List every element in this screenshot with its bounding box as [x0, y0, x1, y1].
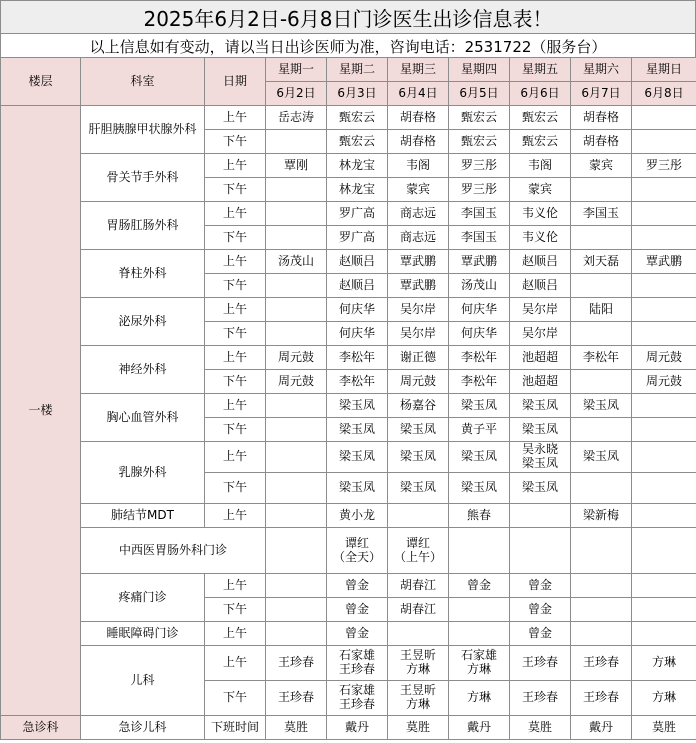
doctor-cell: 戴丹: [327, 716, 388, 740]
doctor-cell: 梁新梅: [571, 504, 632, 528]
doctor-cell: 李国玉: [449, 202, 510, 226]
doctor-cell: [571, 178, 632, 202]
doctor-cell: 周元鼓: [632, 370, 696, 394]
doctor-cell: [571, 473, 632, 504]
header-day: 星期二: [327, 58, 388, 82]
period-cell: 下午: [205, 418, 266, 442]
department-name: 中西医胃肠外科门诊: [81, 528, 266, 574]
header-day: 星期一: [266, 58, 327, 82]
doctor-cell: [266, 574, 327, 598]
doctor-cell: [632, 322, 696, 346]
doctor-cell: [510, 504, 571, 528]
doctor-cell: [632, 622, 696, 646]
doctor-cell: [571, 622, 632, 646]
doctor-cell: 周元鼓: [388, 370, 449, 394]
doctor-cell: [571, 574, 632, 598]
doctor-cell: 池超超: [510, 346, 571, 370]
er-floor-label: 急诊科: [1, 716, 81, 740]
doctor-cell: 吴尔岸: [510, 298, 571, 322]
doctor-cell: 陆阳: [571, 298, 632, 322]
doctor-cell: 梁玉凤: [571, 442, 632, 473]
doctor-cell: 赵顺吕: [510, 250, 571, 274]
doctor-cell: 梁玉凤: [449, 473, 510, 504]
doctor-cell: 何庆华: [449, 298, 510, 322]
doctor-cell: 蒙宾: [571, 154, 632, 178]
doctor-cell: 韦义伦: [510, 226, 571, 250]
doctor-cell: [571, 226, 632, 250]
doctor-cell: 周元鼓: [266, 346, 327, 370]
period-cell: 下午: [205, 322, 266, 346]
header-date-cell: 6月2日: [266, 82, 327, 106]
doctor-cell: [632, 598, 696, 622]
doctor-cell: [571, 274, 632, 298]
period-cell: 下班时间: [205, 716, 266, 740]
header-day: 星期四: [449, 58, 510, 82]
doctor-cell: 汤茂山: [449, 274, 510, 298]
doctor-cell: 熊春: [449, 504, 510, 528]
doctor-cell: 胡春格: [571, 130, 632, 154]
doctor-cell: 梁玉凤: [510, 418, 571, 442]
doctor-cell: [266, 298, 327, 322]
doctor-cell: 胡春江: [388, 598, 449, 622]
doctor-cell: 罗三彤: [449, 178, 510, 202]
doctor-cell: 王昱昕 方琳: [388, 681, 449, 716]
header-date: 日期: [205, 58, 266, 106]
floor-label: 一楼: [1, 106, 81, 716]
period-cell: 上午: [205, 154, 266, 178]
doctor-cell: 商志远: [388, 226, 449, 250]
period-cell: 下午: [205, 681, 266, 716]
period-cell: 上午: [205, 646, 266, 681]
doctor-cell: [266, 622, 327, 646]
doctor-cell: 莫胜: [510, 716, 571, 740]
doctor-cell: [449, 528, 510, 574]
header-department: 科室: [81, 58, 205, 106]
doctor-cell: 刘天磊: [571, 250, 632, 274]
period-cell: 下午: [205, 598, 266, 622]
doctor-cell: [571, 370, 632, 394]
doctor-cell: 蒙宾: [510, 178, 571, 202]
doctor-cell: 甄宏云: [510, 106, 571, 130]
period-cell: 下午: [205, 130, 266, 154]
doctor-cell: 覃武鹏: [388, 250, 449, 274]
department-name: 泌尿外科: [81, 298, 205, 346]
doctor-cell: 李松年: [327, 346, 388, 370]
period-cell: 下午: [205, 226, 266, 250]
doctor-cell: 石家雄 王珍春: [327, 681, 388, 716]
doctor-cell: 李松年: [327, 370, 388, 394]
doctor-cell: 梁玉凤: [388, 418, 449, 442]
doctor-cell: 梁玉凤: [327, 418, 388, 442]
doctor-cell: 赵顺吕: [327, 250, 388, 274]
doctor-cell: [632, 473, 696, 504]
doctor-cell: [510, 528, 571, 574]
doctor-cell: 梁玉凤: [327, 442, 388, 473]
doctor-cell: 曾金: [510, 622, 571, 646]
doctor-cell: 韦阁: [388, 154, 449, 178]
doctor-cell: 甄宏云: [449, 130, 510, 154]
department-name: 胃肠肛肠外科: [81, 202, 205, 250]
doctor-cell: 吴永晓 梁玉凤: [510, 442, 571, 473]
doctor-cell: [632, 442, 696, 473]
doctor-cell: 梁玉凤: [449, 394, 510, 418]
header-day: 星期六: [571, 58, 632, 82]
doctor-cell: 李国玉: [449, 226, 510, 250]
doctor-cell: 周元鼓: [266, 370, 327, 394]
period-cell: 上午: [205, 106, 266, 130]
period-cell: 上午: [205, 202, 266, 226]
doctor-cell: 戴丹: [571, 716, 632, 740]
doctor-cell: 李松年: [449, 370, 510, 394]
doctor-cell: 胡春格: [388, 130, 449, 154]
period-cell: 上午: [205, 298, 266, 322]
doctor-cell: [632, 178, 696, 202]
doctor-cell: 梁玉凤: [327, 473, 388, 504]
department-name: 神经外科: [81, 346, 205, 394]
doctor-cell: 胡春格: [571, 106, 632, 130]
period-cell: 上午: [205, 504, 266, 528]
period-cell: 上午: [205, 574, 266, 598]
doctor-cell: 吴尔岸: [510, 322, 571, 346]
doctor-cell: 曾金: [327, 598, 388, 622]
doctor-cell: 谢正德: [388, 346, 449, 370]
doctor-cell: 覃刚: [266, 154, 327, 178]
doctor-cell: 黄小龙: [327, 504, 388, 528]
doctor-cell: 王珍春: [571, 681, 632, 716]
department-name: 骨关节手外科: [81, 154, 205, 202]
doctor-cell: 吴尔岸: [388, 322, 449, 346]
doctor-cell: [266, 598, 327, 622]
doctor-cell: [388, 622, 449, 646]
doctor-cell: 韦义伦: [510, 202, 571, 226]
doctor-cell: 甄宏云: [510, 130, 571, 154]
doctor-cell: [266, 394, 327, 418]
doctor-cell: 何庆华: [449, 322, 510, 346]
doctor-cell: 罗广高: [327, 226, 388, 250]
doctor-cell: 石家雄 方琳: [449, 646, 510, 681]
department-name: 胸心血管外科: [81, 394, 205, 442]
doctor-cell: 莫胜: [388, 716, 449, 740]
doctor-cell: 池超超: [510, 370, 571, 394]
doctor-cell: 林龙宝: [327, 178, 388, 202]
period-cell: 下午: [205, 473, 266, 504]
doctor-cell: [571, 598, 632, 622]
doctor-cell: 韦阁: [510, 154, 571, 178]
doctor-cell: 甄宏云: [327, 130, 388, 154]
schedule-table: [0, 57, 696, 740]
doctor-cell: [632, 130, 696, 154]
header-date-cell: 6月8日: [632, 82, 696, 106]
doctor-cell: 林龙宝: [327, 154, 388, 178]
doctor-cell: [632, 274, 696, 298]
doctor-cell: 周元鼓: [632, 346, 696, 370]
department-name: 睡眠障碍门诊: [81, 622, 205, 646]
period-cell: 上午: [205, 442, 266, 473]
department-name: 肺结节MDT: [81, 504, 205, 528]
doctor-cell: [632, 528, 696, 574]
department-name: 疼痛门诊: [81, 574, 205, 622]
doctor-cell: [266, 274, 327, 298]
period-cell: 上午: [205, 346, 266, 370]
doctor-cell: 方琳: [632, 646, 696, 681]
doctor-cell: [449, 622, 510, 646]
doctor-cell: 覃武鹏: [449, 250, 510, 274]
period-cell: 上午: [205, 394, 266, 418]
department-name: 脊柱外科: [81, 250, 205, 298]
doctor-cell: [632, 298, 696, 322]
doctor-cell: [632, 226, 696, 250]
doctor-cell: [266, 418, 327, 442]
doctor-cell: 梁玉凤: [510, 394, 571, 418]
department-name: 急诊儿科: [81, 716, 205, 740]
department-name: 儿科: [81, 646, 205, 716]
doctor-cell: 吴尔岸: [388, 298, 449, 322]
doctor-cell: 蒙宾: [388, 178, 449, 202]
doctor-cell: [571, 418, 632, 442]
period-cell: 上午: [205, 622, 266, 646]
doctor-cell: 曾金: [327, 574, 388, 598]
doctor-cell: 梁玉凤: [571, 394, 632, 418]
doctor-cell: 何庆华: [327, 322, 388, 346]
doctor-cell: 谭红 （上午）: [388, 528, 449, 574]
period-cell: 上午: [205, 250, 266, 274]
doctor-cell: 甄宏云: [449, 106, 510, 130]
doctor-cell: 戴丹: [449, 716, 510, 740]
doctor-cell: [266, 130, 327, 154]
doctor-cell: [449, 598, 510, 622]
doctor-cell: 覃武鹏: [388, 274, 449, 298]
doctor-cell: [632, 504, 696, 528]
header-date-cell: 6月5日: [449, 82, 510, 106]
doctor-cell: [632, 394, 696, 418]
doctor-cell: [632, 202, 696, 226]
doctor-cell: [388, 504, 449, 528]
doctor-cell: [266, 473, 327, 504]
department-name: 乳腺外科: [81, 442, 205, 504]
doctor-cell: [571, 528, 632, 574]
header-date-cell: 6月3日: [327, 82, 388, 106]
period-cell: 下午: [205, 274, 266, 298]
period-cell: 下午: [205, 370, 266, 394]
doctor-cell: [266, 528, 327, 574]
doctor-cell: 曾金: [449, 574, 510, 598]
doctor-cell: 甄宏云: [327, 106, 388, 130]
doctor-cell: 曾金: [510, 598, 571, 622]
doctor-cell: [266, 504, 327, 528]
doctor-cell: 曾金: [510, 574, 571, 598]
doctor-cell: 王昱昕 方琳: [388, 646, 449, 681]
doctor-cell: 商志远: [388, 202, 449, 226]
header-day: 星期三: [388, 58, 449, 82]
notice-line: 以上信息如有变动，请以当日出诊医师为准，咨询电话：2531722（服务台）: [0, 33, 696, 58]
doctor-cell: 李松年: [449, 346, 510, 370]
doctor-cell: [632, 574, 696, 598]
doctor-cell: 岳志涛: [266, 106, 327, 130]
doctor-cell: [266, 202, 327, 226]
doctor-cell: 方琳: [449, 681, 510, 716]
doctor-cell: [266, 226, 327, 250]
header-day: 星期日: [632, 58, 696, 82]
doctor-cell: 李松年: [571, 346, 632, 370]
doctor-cell: [266, 442, 327, 473]
doctor-cell: 杨嘉谷: [388, 394, 449, 418]
header-floor: 楼层: [1, 58, 81, 106]
doctor-cell: 罗三彤: [449, 154, 510, 178]
doctor-cell: 胡春江: [388, 574, 449, 598]
doctor-cell: 李国玉: [571, 202, 632, 226]
doctor-cell: [266, 322, 327, 346]
doctor-cell: 王珍春: [266, 681, 327, 716]
header-date-cell: 6月7日: [571, 82, 632, 106]
header-day: 星期五: [510, 58, 571, 82]
doctor-cell: 王珍春: [571, 646, 632, 681]
doctor-cell: 莫胜: [266, 716, 327, 740]
header-date-cell: 6月4日: [388, 82, 449, 106]
doctor-cell: 梁玉凤: [388, 442, 449, 473]
doctor-cell: 梁玉凤: [449, 442, 510, 473]
doctor-cell: 赵顺吕: [327, 274, 388, 298]
doctor-cell: [632, 418, 696, 442]
doctor-cell: 曾金: [327, 622, 388, 646]
doctor-cell: 方琳: [632, 681, 696, 716]
doctor-cell: 石家雄 王珍春: [327, 646, 388, 681]
doctor-cell: 罗三彤: [632, 154, 696, 178]
doctor-cell: 赵顺吕: [510, 274, 571, 298]
doctor-cell: 梁玉凤: [388, 473, 449, 504]
doctor-cell: 覃武鹏: [632, 250, 696, 274]
doctor-cell: [632, 106, 696, 130]
doctor-cell: 梁玉凤: [327, 394, 388, 418]
doctor-cell: 王珍春: [510, 681, 571, 716]
doctor-cell: 何庆华: [327, 298, 388, 322]
doctor-cell: 王珍春: [510, 646, 571, 681]
doctor-cell: 胡春格: [388, 106, 449, 130]
department-name: 肝胆胰腺甲状腺外科: [81, 106, 205, 154]
page-title: 2025年6月2日-6月8日门诊医生出诊信息表！: [0, 0, 696, 34]
doctor-cell: [571, 322, 632, 346]
doctor-cell: 梁玉凤: [510, 473, 571, 504]
period-cell: 下午: [205, 178, 266, 202]
doctor-cell: 汤茂山: [266, 250, 327, 274]
doctor-cell: 莫胜: [632, 716, 696, 740]
doctor-cell: 黄子平: [449, 418, 510, 442]
doctor-cell: [266, 178, 327, 202]
doctor-cell: 罗广高: [327, 202, 388, 226]
doctor-cell: 谭红 （全天）: [327, 528, 388, 574]
header-date-cell: 6月6日: [510, 82, 571, 106]
doctor-cell: 王珍春: [266, 646, 327, 681]
